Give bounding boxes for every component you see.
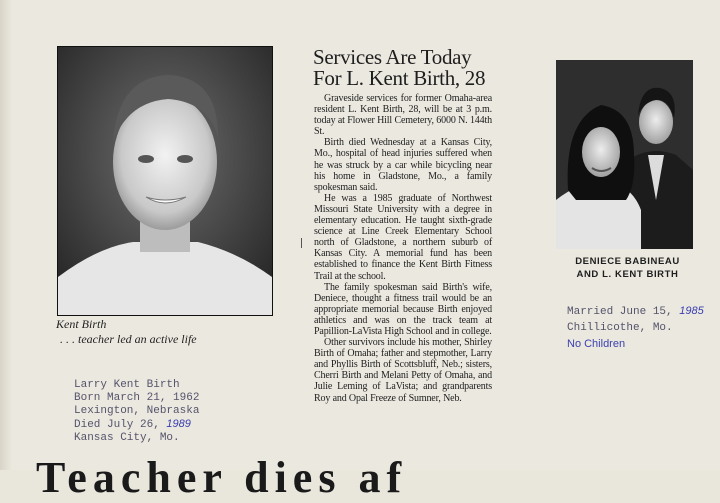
- typed-birth-death-note: [74, 379, 199, 445]
- birth-date: Born March 21, 1962: [74, 392, 200, 404]
- bottom-headline-partial: Teacher dies af: [36, 453, 408, 502]
- article-paragraph: The family spokesman said Birth's wife, Deniece, thought a fitness trail would be an appropriate memorial because Birth enjoyed athletics and was on the track team at Papillion-LaVista High School and in college.: [314, 281, 492, 337]
- couple-caption: [540, 255, 715, 281]
- children-note: No Children: [567, 338, 626, 350]
- death-date: [74, 418, 199, 432]
- article-paragraph: Other survivors include his mother, Shirley Birth of Omaha; father and stepmother, Larry and Phyllis Birth of Scottsbluff, Neb.; sisters, Cherri Birth and Melani Petty of Omaha, and Julie Leming of LaVista; and grandparents Roy and Opal Freeze of Sumner, Neb.: [314, 337, 492, 404]
- birth-place: Lexington, Nebraska: [74, 405, 200, 417]
- typed-marriage-note: [567, 303, 704, 352]
- column-mark: [301, 238, 302, 248]
- article-headline: [313, 47, 513, 89]
- death-year-handwritten: 1989: [166, 418, 191, 430]
- couple-image: [556, 60, 693, 249]
- caption-name: Kent Birth: [56, 317, 107, 331]
- death-place: Kansas City, Mo.: [74, 432, 180, 444]
- headline-line2: For L. Kent Birth, 28: [313, 66, 486, 90]
- typed-name: Larry Kent Birth: [74, 379, 180, 391]
- marriage-date: [567, 303, 704, 320]
- caption-subtitle: . . . teacher led an active life: [60, 332, 197, 346]
- article-paragraph: He was a 1985 graduate of Northwest Missouri State University with a degree in elementary education. He taught sixth-grade science at Line Creek Elementary School north of Gladstone, a northern suburb of Kansas City. A memorial fund has been established to finance the Kent Birth Fitness Trail at the school.: [314, 192, 492, 282]
- marriage-year-handwritten: 1985: [679, 305, 704, 317]
- article-paragraph: Birth died Wednesday at a Kansas City, Mo., hospital of head injuries suffered when he was struck by a car while bicycling near his home in Gladstone, Mo., a family spokesman said.: [314, 137, 492, 193]
- marriage-place: Chillicothe, Mo.: [567, 322, 673, 334]
- couple-caption-line2: AND L. KENT BIRTH: [576, 269, 679, 280]
- article-paragraph: Graveside services for former Omaha-area resident L. Kent Birth, 28, will be at 3 p.m. today at Flower Hill Cemetery, 6000 N. 144th St.: [314, 93, 492, 138]
- article-body: [314, 93, 492, 404]
- headline-line1: Services Are Today: [313, 45, 472, 69]
- paper-edge-shadow: [0, 0, 12, 470]
- couple-caption-line1: DENIECE BABINEAU: [575, 256, 680, 267]
- death-date-text: Died July 26,: [74, 419, 167, 431]
- couple-photo: [556, 60, 693, 249]
- portrait-caption: [56, 317, 286, 347]
- portrait-image: [58, 47, 272, 315]
- portrait-photo-kent-birth: [57, 46, 273, 316]
- marriage-date-text: Married June 15,: [567, 306, 680, 318]
